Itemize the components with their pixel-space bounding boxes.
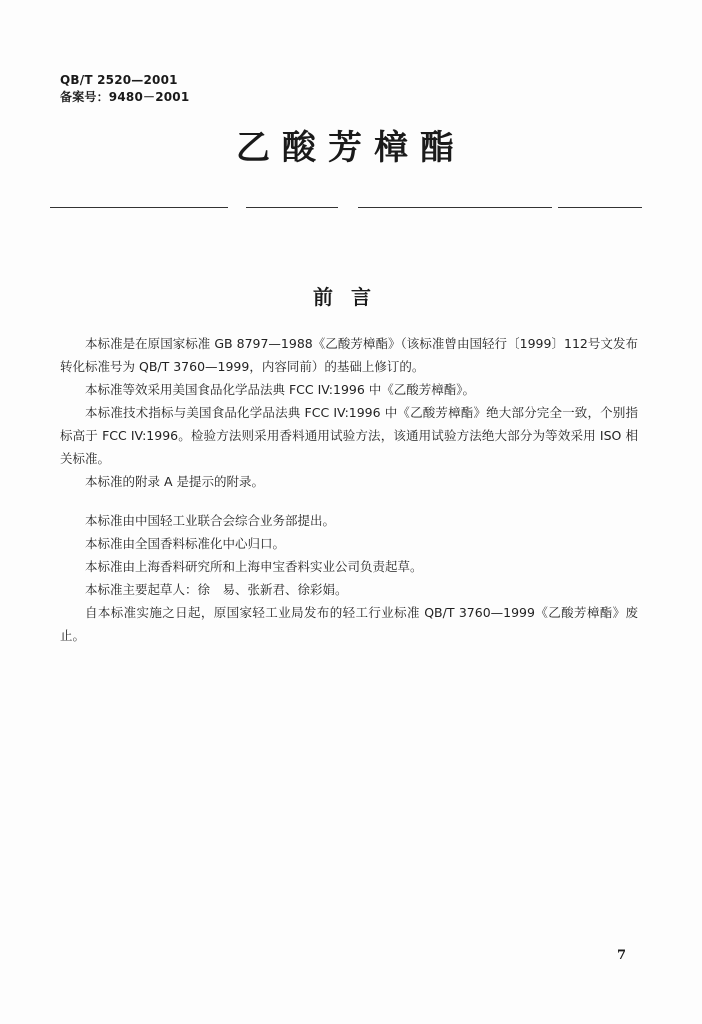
attribution-line: 本标准由全国香料标准化中心归口。: [85, 536, 286, 551]
standard-code: QB/T 2520—2001: [60, 73, 178, 87]
foreword-paragraph: 本标准技术指标与美国食品化学品法典 FCC IV:1996 中《乙酸芳樟酯》绝大部分完全一致，个别指标高于 FCC IV:1996。检验方法则采用香料通用试验方法，该通用试验方法绝大部分为等效采用 ISO 相关标准。: [60, 405, 638, 466]
document-title: 乙酸芳樟酯: [236, 128, 466, 168]
attribution-line: 本标准主要起草人：徐 易、张新君、徐彩娟。: [85, 582, 348, 597]
attribution-line: 本标准由上海香料研究所和上海申宝香料实业公司负责起草。: [85, 559, 423, 574]
title-rule-segment: [246, 207, 338, 208]
title-rule-segment: [50, 207, 228, 208]
attribution-line: 自本标准实施之日起，原国家轻工业局发布的轻工行业标准 QB/T 3760—1999《乙酸芳樟酯》废止。: [60, 605, 638, 643]
foreword-body: [60, 332, 638, 493]
standard-header: [60, 72, 189, 106]
foreword-paragraph: 本标准的附录 A 是提示的附录。: [85, 474, 264, 489]
foreword-paragraph: 本标准等效采用美国食品化学品法典 FCC IV:1996 中《乙酸芳樟酯》。: [85, 382, 476, 397]
foreword-heading: 前言: [313, 285, 389, 309]
title-rule-segment: [558, 207, 642, 208]
filing-number: 备案号：9480－2001: [60, 90, 190, 104]
page-number: 7: [617, 948, 627, 963]
foreword-paragraph: 本标准是在原国家标准 GB 8797—1988《乙酸芳樟酯》（该标准曾由国轻行〔1999〕112号文发布转化标准号为 QB/T 3760—1999，内容同前）的基础上修订的。: [60, 336, 638, 374]
attribution-line: 本标准由中国轻工业联合会综合业务部提出。: [85, 513, 336, 528]
title-rule-segment: [358, 207, 552, 208]
attribution-body: [60, 509, 638, 647]
